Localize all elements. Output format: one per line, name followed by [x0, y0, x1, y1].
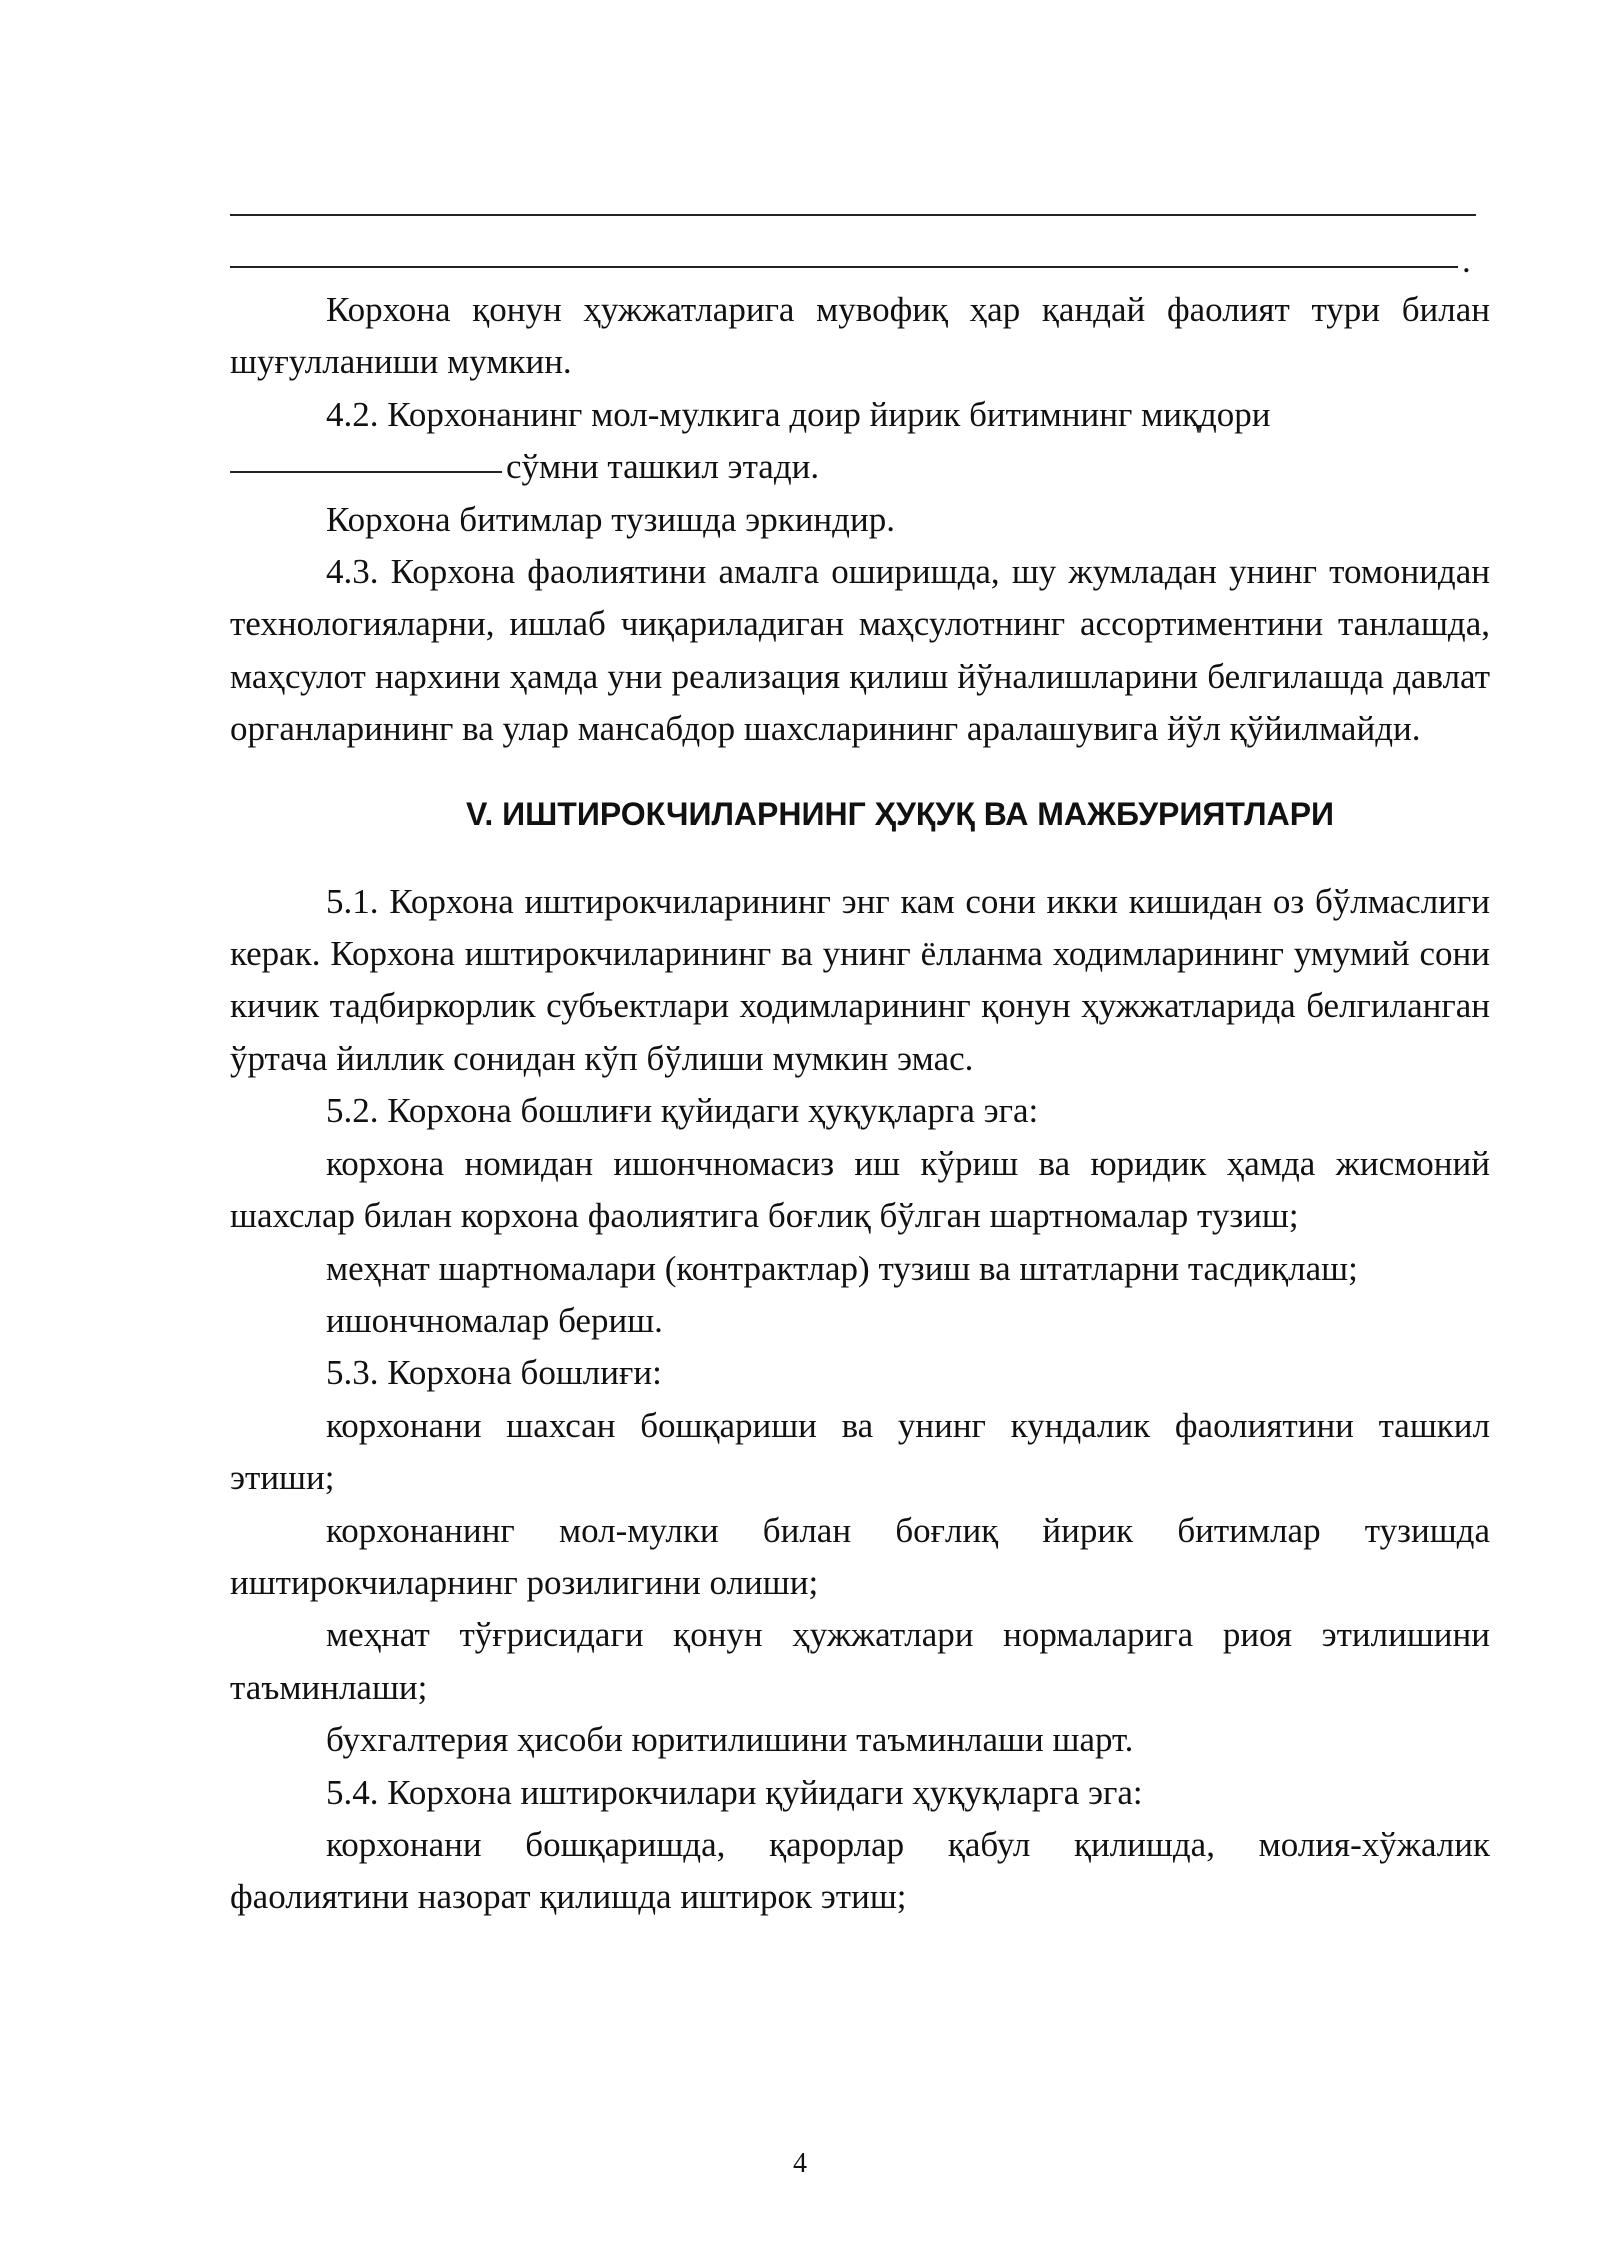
- list-item: меҳнат шартномалари (контрактлар) тузиш ва штатларни тасдиқлаш;: [326, 1248, 1358, 1288]
- blank-fill-line: [230, 180, 1490, 232]
- list-item: корхона номидан ишончномасиз иш кўриш ва юридик ҳамда жисмоний шахслар билан корхона фаолиятига боғлиқ бўлган шартномалар тузиш;: [230, 1143, 1490, 1236]
- list-item: ишончномалар бериш.: [326, 1300, 663, 1340]
- amount-blank: [230, 471, 502, 473]
- paragraph-4-2-end: сўмни ташкил этади.: [506, 447, 820, 487]
- document-page: [230, 180, 1490, 1924]
- paragraph-5-3: 5.3. Корхона бошлиғи:: [326, 1353, 662, 1393]
- page-number: 4: [793, 2148, 807, 2179]
- paragraph-4-2: [230, 389, 1490, 441]
- list-item: меҳнат тўғрисидаги қонун ҳужжатлари нормаларига риоя этилишини таъминлаши;: [230, 1615, 1490, 1707]
- paragraph-freedom-of-deals: Корхона битимлар тузишда эркиндир.: [326, 499, 895, 539]
- paragraph-4-2-amount: [230, 441, 1490, 493]
- paragraph-4-2-text: 4.2. Корхонанинг мол-мулкига доир йирик битимнинг миқдори: [326, 394, 1271, 434]
- blank-rule: [230, 214, 1476, 216]
- section-heading: V. ИШТИРОКЧИЛАРНИНГ ҲУҚУҚ ВА МАЖБУРИЯТЛАРИ: [465, 795, 1335, 832]
- blank-line-end-mark: .: [1462, 241, 1471, 280]
- list-item: корхонани бошқаришда, қарорлар қабул қилишда, молия-хўжалик фаолиятини назорат қилишда иштирок этиш;: [230, 1824, 1490, 1917]
- blank-rule: [230, 266, 1458, 268]
- blank-fill-line: [230, 232, 1490, 284]
- list-item: бухгалтерия ҳисоби юритилишини таъминлаши шарт.: [326, 1720, 1134, 1760]
- paragraph-4-3: 4.3. Корхона фаолиятини амалга оширишда, шу жумладан унинг томонидан технологияларни, ишлаб чиқариладиган маҳсулотнинг ассортиментини танлашда, маҳсулот нархини ҳамда уни реализация қилиш йўналишларини белгилашда давлат органларининг ва улар мансабдор шахсларининг аралашувига йўл қўйилмайди.: [230, 552, 1490, 749]
- list-item: корхонани шахсан бошқариши ва унинг кундалик фаолиятини ташкил этиши;: [230, 1405, 1490, 1498]
- paragraph-5-2: 5.2. Корхона бошлиғи қуйидаги ҳуқуқларга эга:: [326, 1091, 1039, 1131]
- list-item: корхонанинг мол-мулки билан боғлиқ йирик битимлар тузишда иштирокчиларнинг розилигини олиши;: [230, 1510, 1490, 1602]
- paragraph-5-1: 5.1. Корхона иштирокчиларининг энг кам сони икки кишидан оз бўлмаслиги керак. Корхона иштирокчиларининг ва унинг ёлланма ходимларининг умумий сони кичик тадбиркорлик субъектлари ходимларининг қонун ҳужжатларида белгиланган ўртача йиллик сонидан кўп бўлиши мумкин эмас.: [230, 881, 1490, 1078]
- paragraph-activity-types: Корхона қонун ҳужжатларига мувофиқ ҳар қандай фаолият тури билан шуғулланиши мумкин.: [230, 290, 1490, 382]
- paragraph-5-4: 5.4. Корхона иштирокчилари қуйидаги ҳуқуқларга эга:: [326, 1772, 1143, 1812]
